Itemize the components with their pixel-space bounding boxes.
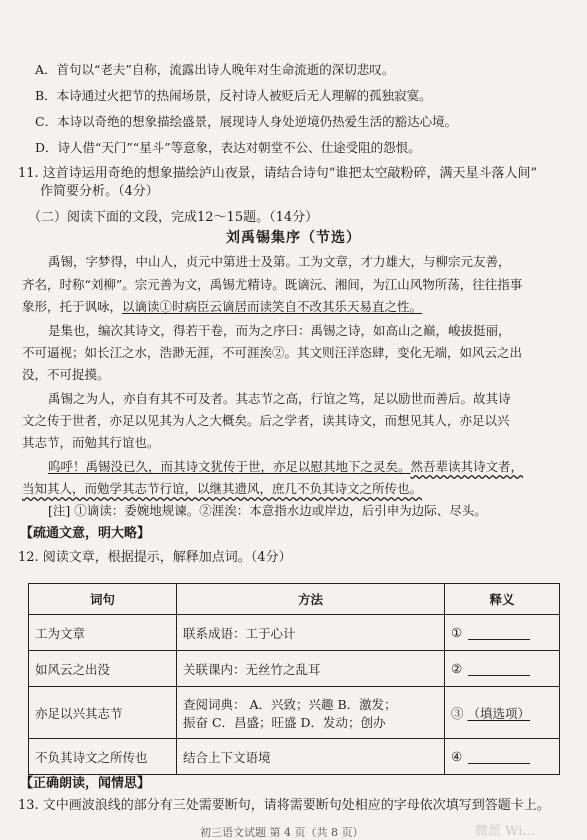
answer-number: ② xyxy=(451,661,463,676)
table-row xyxy=(29,739,560,775)
option-b: B．本诗通过火把节的热闹场景，反衬诗人被贬后无人理解的孤独寂寞。 xyxy=(35,88,432,103)
table-header-method: 方法 xyxy=(177,584,445,615)
passage-note: [注] ①谪读：委婉地规谏。②涯涘：本意指水边或岸边，后引申为边际、尽头。 xyxy=(48,503,487,518)
passage-p3-line1: 禹锡之为人，亦自有其不可及者。其志节之高，行谊之笃，足以励世而善后。故其诗 xyxy=(48,391,511,406)
passage-title: 刘禹锡集序（节选） xyxy=(226,230,361,246)
passage-p4-wavy-cont: 当知其人，而勉学其志节行谊，以继其遗风，庶几不负其诗文之所传也。 xyxy=(22,481,423,496)
passage-p4-line1 xyxy=(48,459,523,475)
watermark: 微派 Wi... xyxy=(475,824,535,839)
option-c: C．本诗以奇绝的想象描绘盛景，展现诗人身处逆境仍热爱生活的豁达心境。 xyxy=(35,114,458,129)
section-bracket-1: 【疏通文意，明大略】 xyxy=(20,526,151,541)
table-cell-answer[interactable] xyxy=(445,615,560,651)
passage-p1-line1: 禹锡，字梦得，中山人，贞元中第进士及第。工为文章，才力雄大，与柳宗元友善， xyxy=(48,254,511,269)
passage-p2-line3: 没，不可捉摸。 xyxy=(22,367,110,382)
method-line2: 振奋 C．昌盛；旺盛 D．发动；创办 xyxy=(183,714,386,730)
table-cell-method: 关联课内：无丝竹之乱耳 xyxy=(177,651,445,687)
answer-blank[interactable] xyxy=(468,751,530,764)
table-cell-answer[interactable] xyxy=(445,651,560,687)
passage-p4-wavy: 然吾辈读其诗文者， xyxy=(410,459,524,474)
table-header-row xyxy=(29,584,560,615)
answer-blank[interactable] xyxy=(468,663,530,676)
passage-p2-line1: 是集也，编次其诗文，得若干卷，而为之序曰：禹锡之诗，如高山之巅，峻拔挺丽， xyxy=(48,323,511,338)
method-line1: 查阅词典： A．兴致；兴趣 B．激发； xyxy=(183,696,397,712)
table-cell-method: 结合上下文语境 xyxy=(177,739,445,775)
option-a: A．首句以“老夫”自称，流露出诗人晚年对生命流逝的深切悲叹。 xyxy=(35,62,395,77)
table-cell-phrase: 如风云之出没 xyxy=(29,651,177,687)
vocab-table xyxy=(28,583,560,775)
answer-number: ③ xyxy=(451,705,464,721)
table-cell-phrase: 工为文章 xyxy=(29,615,177,651)
passage-p1-line3 xyxy=(22,299,422,315)
question-11-line1: 11. 这首诗运用奇绝的想象描绘泸山夜景，请结合诗句“谁把太空敲粉碎，满天星斗落人间” xyxy=(18,166,538,181)
question-12: 12. 阅读文章，根据提示，解释加点词。（4分） xyxy=(18,550,292,565)
answer-note: （填选项） xyxy=(467,705,531,721)
passage-p1-line2: 齐名，时称“刘柳”。宗元善为文，禹锡尤精诗。既谪沅、湘间，为江山风物所荡，往往指事 xyxy=(22,277,523,292)
table-header-phrase: 词句 xyxy=(29,584,177,615)
table-cell-answer[interactable] xyxy=(445,687,560,739)
passage-p2-line2: 不可逼视；如长江之水，浩渺无涯，不可涯涘②。其文则汪洋恣肆，变化无端，如风云之出 xyxy=(22,345,523,360)
answer-number: ④ xyxy=(451,749,463,764)
passage-p3-line2: 文之传于世者，亦足以见其为人之大概矣。后之学者，读其诗文，而想见其人，亦足以兴 xyxy=(22,413,510,428)
answer-number: ① xyxy=(451,625,463,640)
passage-p1-line3a: 象形，托于讽咏， xyxy=(22,299,123,314)
passage-p1-underlined: 以谪读①时病臣云谪居而读笑自不改其乐天易直之性。 xyxy=(122,299,423,314)
question-13: 13. 文中画波浪线的部分有三处需要断句，请将需要断句处相应的字母依次填写到答题卡上。 xyxy=(18,798,550,813)
table-header-meaning: 释义 xyxy=(445,584,560,615)
option-d: D．诗人借“天门”“星斗”等意象，表达对朝堂不公、仕途受阻的怨恨。 xyxy=(35,140,421,155)
table-cell-phrase: 不负其诗文之所传也 xyxy=(29,739,177,775)
table-cell-phrase: 亦足以兴其志节 xyxy=(29,687,177,739)
table-row xyxy=(29,687,560,739)
section-heading: （二）阅读下面的文段，完成12～15题。（14分） xyxy=(28,210,319,225)
section-bracket-2: 【正确朗读，闻情思】 xyxy=(20,776,151,791)
question-11-line2: 作简要分析。（4分） xyxy=(40,184,159,199)
passage-p3-line3: 其志节，而勉其行谊也。 xyxy=(22,435,160,450)
passage-p4-line2 xyxy=(22,481,422,497)
passage-p4-underlined: 呜呼！禹锡没已久，而其诗文犹传于世，亦足以慰其地下之灵矣。 xyxy=(48,459,411,474)
table-row xyxy=(29,651,560,687)
page-footer: 初三语文试题 第 4 页（共 8 页） xyxy=(200,826,364,839)
table-cell-method: 联系成语：工于心计 xyxy=(177,615,445,651)
table-cell-answer[interactable] xyxy=(445,739,560,775)
table-row xyxy=(29,615,560,651)
table-cell-method xyxy=(177,687,445,739)
answer-blank[interactable] xyxy=(468,627,530,640)
